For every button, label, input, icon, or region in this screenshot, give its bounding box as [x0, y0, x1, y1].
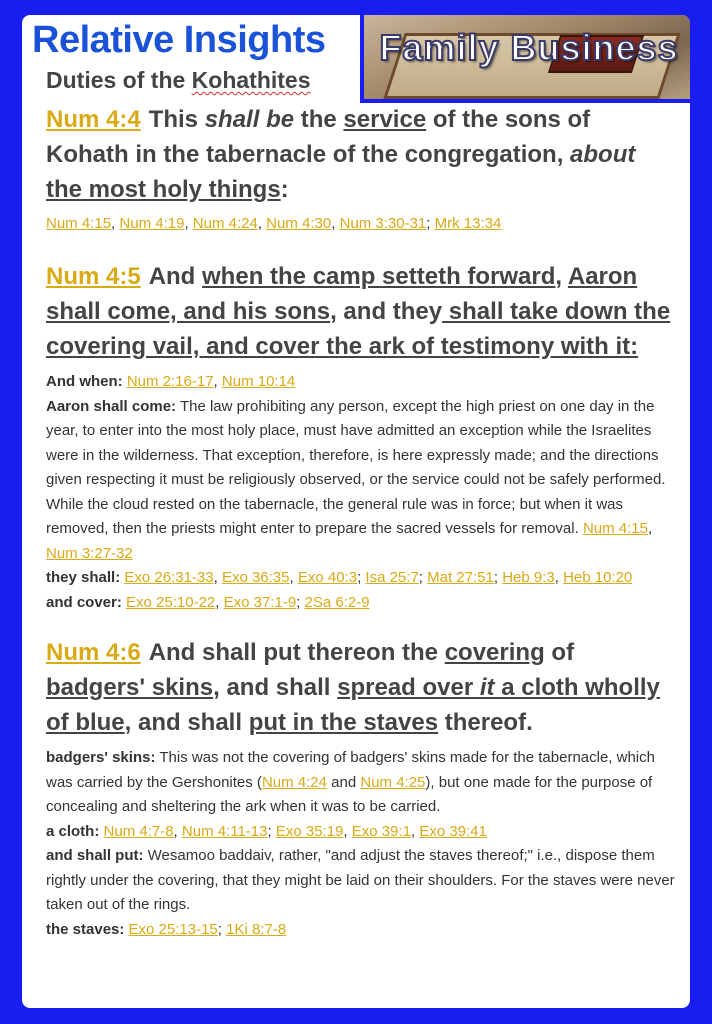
xref-link[interactable]: Exo 25:10-22 [126, 593, 216, 611]
verse-ref-link[interactable]: Num 4:6 [46, 639, 141, 666]
xref-link[interactable]: Exo 36:35 [221, 569, 290, 586]
page-subtitle [46, 67, 311, 94]
xref-link[interactable]: Num 2:16-17 [126, 373, 214, 390]
page [22, 15, 690, 1008]
note-label: they shall: [46, 569, 121, 586]
xref-link[interactable]: Exo 39:41 [419, 822, 487, 840]
xref-link[interactable]: Num 4:24 [192, 215, 258, 232]
verse-text: the [294, 106, 344, 133]
xref-link[interactable]: 1Ki 8:7-8 [226, 920, 287, 938]
verse-text-italic: it [479, 674, 495, 701]
brand-title: Relative Insights [32, 19, 326, 61]
note-label: a cloth: [46, 822, 100, 840]
xref-link[interactable]: Heb 10:20 [563, 569, 633, 586]
note-aaron-shall-come: Aaron shall come: The law prohibiting any person, except the high priest on one day in the year, to enter into the most holy place, must have admitted an exception while the Israelites were in the wilderness. That exception, therefore, is here expressly made; and the directions given respecting it must be religiously observed, or the service could not be safely performed. While the cloud rested on the tabernacle, the general rule was in force; but when it was removed, then the priests might enter to prepare the sacred vessels for removal. Num 4:15, Num 3:27-32 [46, 397, 666, 562]
verse-text: of the sons of Kohath in the tabernacle of the congregation, [46, 106, 591, 168]
note-label: Aaron shall come: [46, 397, 177, 415]
xref-link[interactable]: 2Sa 6:2-9 [304, 593, 370, 611]
note-label: and shall put: [46, 847, 144, 864]
xref-link[interactable]: Num 4:30 [266, 215, 332, 232]
note-text: The law prohibiting any person, except the high priest on one day in the year, to enter into the most holy place, must have admitted an exception while the Israelites were in the wilderness. That exception, therefore, is here expressly made; and the directions given respecting it must be religiously observed, or the service could not be safely performed. While the cloud rested on the tabernacle, the general rule was in force; but when it was removed, then the priests might enter to prepare the sacred vessels for removal. [46, 397, 666, 537]
xref-link[interactable]: Mrk 13:34 [434, 215, 502, 232]
note-they-shall: they shall: Exo 26:31-33, Exo 36:35, Exo 40:3; Isa 25:7; Mat 27:51; Heb 9:3, Heb 10:20 [46, 569, 633, 586]
verse-text-underlined: shall take down the covering vail, and cover the ark of testimony with it: [46, 298, 671, 360]
note-badgers-skins [46, 746, 678, 820]
note-text: ), but one made for the purpose of concealing and sheltering the ark when it was to be carried. [46, 773, 653, 815]
verse-text-underlined: service [343, 106, 427, 133]
xref-link[interactable]: Num 4:24 [261, 773, 327, 791]
xref-link[interactable]: Num 3:27-32 [46, 544, 133, 562]
note-and-cover: and cover: Exo 25:10-22, Exo 37:1-9; 2Sa 6:2-9 [46, 593, 370, 611]
verse-text-italic: shall be [204, 106, 295, 133]
note-and-shall-put [46, 844, 678, 918]
verse-ref-link[interactable]: Num 4:4 [46, 106, 141, 133]
verse-text: And shall put thereon the [148, 639, 445, 666]
banner-image [360, 15, 690, 103]
verse-text-underlined: the most holy things [46, 176, 281, 203]
verse-text: , and shall [213, 674, 338, 701]
xref-link[interactable]: Num 4:15 [46, 215, 112, 232]
note-text: This was not the covering of badgers' skins made for the tabernacle, which was carried by the Gershonites ( [46, 749, 655, 791]
content [46, 102, 678, 942]
verse-text: : [280, 176, 289, 203]
note-text: Wesamoo baddaiv, rather, "and adjust the staves thereof;" i.e., dispose them rightly under the covering, that they might be laid on their shoulders. For the staves were never taken out of the rings. [46, 847, 675, 913]
verse-text: , [555, 263, 568, 290]
verse-num-4-6 [46, 635, 678, 740]
verse-text: thereof. [438, 709, 533, 736]
verse-text-italic: about [570, 141, 636, 168]
verse-text: of [544, 639, 575, 666]
xref-link[interactable]: Num 3:30-31 [339, 215, 427, 232]
note-label: and cover: [46, 593, 122, 611]
xref-link[interactable]: Num 4:7-8 [103, 822, 174, 840]
xref-link[interactable]: Num 4:25 [360, 773, 426, 791]
verse-text-underlined: a cloth wholly of blue [46, 674, 660, 736]
verse-num-4-4 [46, 102, 678, 207]
xref-link[interactable]: Exo 39:1 [351, 822, 411, 840]
verse-num-4-5 [46, 259, 678, 364]
verse-ref-link[interactable]: Num 4:5 [46, 263, 141, 290]
verse-text: , and they [330, 298, 443, 325]
subtitle-name: Kohathites [191, 67, 311, 93]
note-label: badgers' skins: [46, 749, 156, 766]
xref-link[interactable]: Num 10:14 [221, 373, 296, 390]
xref-link[interactable]: Exo 40:3 [297, 569, 358, 586]
note-label: And when: [46, 373, 123, 390]
verse-text-underlined: when the camp setteth forward [202, 263, 556, 290]
xref-link[interactable]: Num 4:19 [119, 215, 185, 232]
xref-list: Num 4:15, Num 4:19, Num 4:24, Num 4:30, Num 3:30-31; Mrk 13:34 [46, 215, 502, 232]
note-and-when: And when: Num 2:16-17, Num 10:14 [46, 373, 296, 390]
verse-text: This [148, 106, 205, 133]
verse-text: And [148, 263, 203, 290]
xref-link[interactable]: Num 4:15 [582, 520, 648, 537]
banner-title: Family Business [379, 27, 679, 68]
xref-link[interactable]: Num 4:11-13 [181, 822, 268, 840]
xref-link[interactable]: Exo 26:31-33 [124, 569, 214, 586]
xref-link[interactable]: Exo 37:1-9 [223, 593, 297, 611]
verse-text-underlined: Aaron shall come, and his sons [46, 263, 638, 325]
note-a-cloth: a cloth: Num 4:7-8, Num 4:11-13; Exo 35:19, Exo 39:1, Exo 39:41 [46, 822, 487, 840]
xref-link[interactable]: Isa 25:7 [365, 569, 419, 586]
xref-link[interactable]: Exo 25:13-15 [128, 920, 218, 938]
xref-link[interactable]: Mat 27:51 [427, 569, 494, 586]
header [22, 15, 690, 101]
note-label: the staves: [46, 920, 125, 938]
verse-text: , and shall [124, 709, 249, 736]
verse-text-underlined: put in the staves [248, 709, 439, 736]
verse-text-underlined: spread over [337, 674, 480, 701]
xref-link[interactable]: Heb 9:3 [502, 569, 555, 586]
note-text: and [326, 773, 361, 791]
subtitle-prefix: Duties of the [46, 67, 192, 93]
verse-text-underlined: covering [444, 639, 545, 666]
note-the-staves: the staves: Exo 25:13-15; 1Ki 8:7-8 [46, 920, 287, 938]
xref-link[interactable]: Exo 35:19 [275, 822, 344, 840]
verse-text-underlined: badgers' skins [46, 674, 214, 701]
